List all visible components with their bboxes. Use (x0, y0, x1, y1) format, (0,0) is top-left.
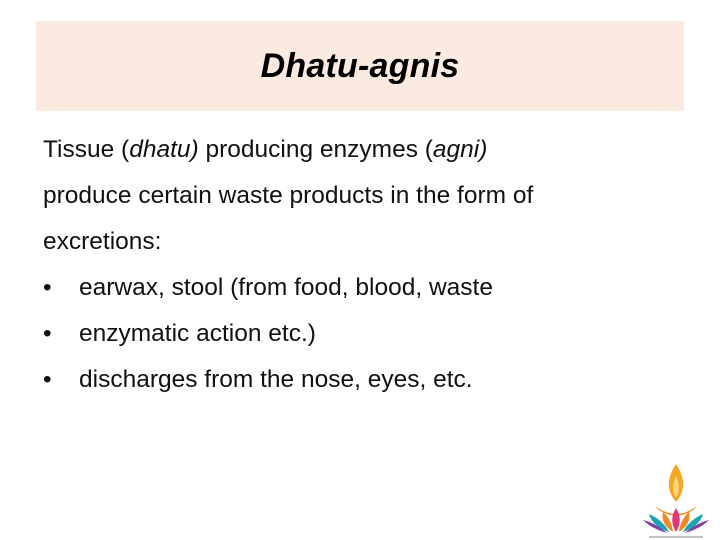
bullet-text: discharges from the nose, eyes, etc. (79, 366, 473, 393)
paragraph-line-1 (43, 127, 683, 173)
paragraph-italic-term: dhatu) (129, 136, 199, 163)
paragraph-line-3: excretions: (43, 228, 162, 255)
bullet-text: enzymatic action etc.) (79, 320, 316, 347)
bullet-mark: • (43, 320, 52, 347)
bullet-text: earwax, stool (from food, blood, waste (79, 274, 493, 301)
paragraph-line-2: produce certain waste products in the form of (43, 182, 534, 209)
slide-body (43, 127, 683, 403)
title-band (36, 21, 684, 111)
bullet-mark: • (43, 366, 52, 393)
slide-title: Dhatu-agnis (260, 46, 460, 85)
bullet-item (43, 311, 683, 357)
paragraph-italic-term: agni) (432, 136, 488, 163)
bullet-mark: • (43, 274, 52, 301)
lamp-lotus-logo-icon (641, 462, 711, 540)
paragraph-text: producing enzymes ( (198, 136, 433, 163)
bullet-item (43, 265, 683, 311)
bullet-item (43, 357, 683, 403)
paragraph-text: Tissue ( (43, 136, 130, 163)
